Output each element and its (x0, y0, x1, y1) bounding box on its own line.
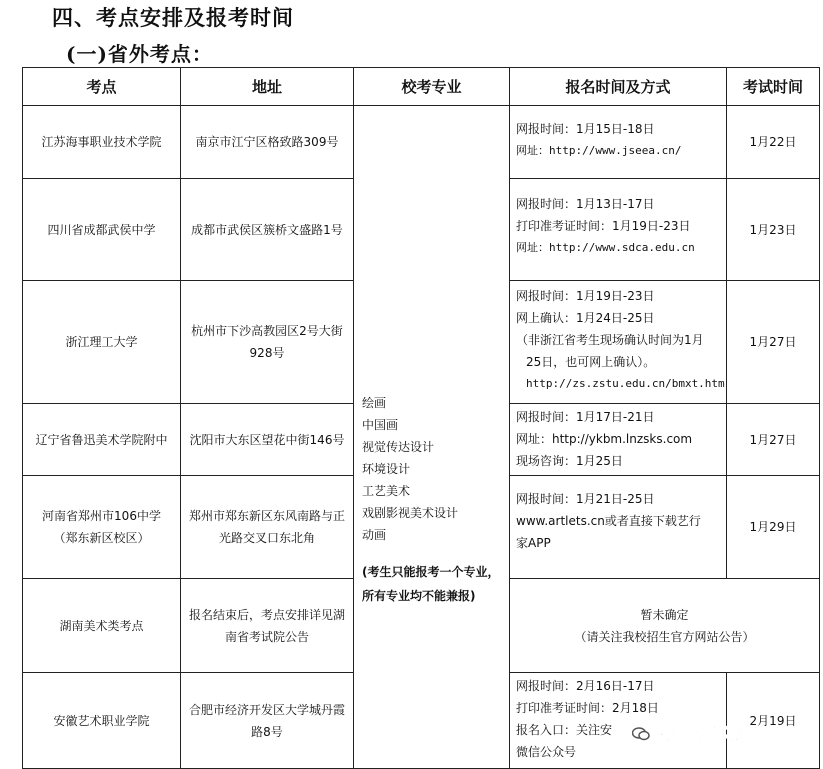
watermark (632, 721, 766, 744)
reg-url[interactable]: 网址：http://www.sdca.edu.cn (516, 241, 695, 254)
reg-line: 网报时间：1月17日-21日 (516, 410, 655, 424)
site-cell: 安徽艺术职业学院 (23, 673, 181, 769)
address-cell: 成都市武侯区簇桥文盛路1号 (181, 179, 354, 281)
site-cell: 江苏海事职业技术学院 (23, 106, 181, 179)
site-cell: 辽宁省鲁迅美术学院附中 (23, 404, 181, 476)
wechat-icon (632, 727, 650, 741)
reg-line: 家APP (516, 536, 551, 550)
header-major: 校考专业 (354, 68, 510, 106)
reg-line: 微信公众号 (516, 745, 577, 759)
reg-line: 报名入口：关注安 (516, 723, 613, 737)
site-cell (23, 476, 181, 579)
reg-line: 网上确认：1月24日-25日 (516, 311, 655, 325)
exam-time-cell: 1月23日 (727, 179, 820, 281)
header-address: 地址 (181, 68, 354, 106)
site-line: （郑东新区校区） (53, 531, 150, 545)
exam-time-cell: 1月22日 (727, 106, 820, 179)
major-item: 绘画 (362, 396, 387, 410)
address-cell: 沈阳市大东区望花中街146号 (181, 404, 354, 476)
address-cell: 报名结束后，考点安排详见湖南省考试院公告 (181, 579, 354, 673)
exam-site-table (22, 67, 820, 769)
reg-line: 网报时间：2月16日-17日 (516, 679, 655, 693)
major-item: 戏剧影视美术设计 (362, 506, 459, 520)
major-item: 工艺美术 (362, 484, 411, 498)
site-cell: 湖南美术类考点 (23, 579, 181, 673)
table-header-row (23, 68, 820, 106)
registration-cell (510, 179, 727, 281)
major-item: 中国画 (362, 418, 399, 432)
reg-line: 25日，也可网上确认）。 (526, 355, 656, 369)
reg-line: 网报时间：1月19日-23日 (516, 289, 655, 303)
tbd-cell (510, 579, 820, 673)
header-site: 考点 (23, 68, 181, 106)
reg-url[interactable]: 网址：http://ykbm.lnzsks.com (516, 432, 693, 446)
majors-note: (考生只能报考一个专业，所有专业均不能兼报) (362, 565, 500, 603)
watermark-text: 灵璞艺考交流圈 (654, 724, 767, 743)
address-cell: 合肥市经济开发区大学城丹霞路8号 (181, 673, 354, 769)
registration-cell (510, 281, 727, 404)
site-cell: 浙江理工大学 (23, 281, 181, 404)
registration-cell (510, 476, 727, 579)
major-cell (354, 106, 510, 769)
address-cell: 杭州市下沙高教园区2号大街928号 (181, 281, 354, 404)
header-registration: 报名时间及方式 (510, 68, 727, 106)
site-line: 河南省郑州市106中学 (42, 509, 161, 523)
reg-line: 现场咨询：1月25日 (516, 454, 623, 468)
exam-time-cell: 1月27日 (727, 404, 820, 476)
reg-line: 网报时间：1月15日-18日 (516, 122, 655, 136)
reg-line: （非浙江省考生现场确认时间为1月 (516, 333, 704, 347)
tbd-note: （请关注我校招生官方网站公告） (574, 629, 755, 644)
reg-line: 网报时间：1月21日-25日 (516, 492, 655, 506)
site-cell: 四川省成都武侯中学 (23, 179, 181, 281)
major-item: 动画 (362, 528, 387, 542)
subsection-title: (一)省外考点： (66, 42, 213, 66)
address-cell: 南京市江宁区格致路309号 (181, 106, 354, 179)
reg-line: 打印准考证时间：2月18日 (516, 701, 659, 715)
registration-cell (510, 106, 727, 179)
reg-url[interactable]: 网址：http://www.jseea.cn/ (516, 144, 682, 157)
major-item: 环境设计 (362, 462, 411, 476)
reg-url[interactable]: www.artlets.cn或者直接下载艺行 (516, 514, 701, 528)
registration-cell (510, 404, 727, 476)
major-item: 视觉传达设计 (362, 440, 435, 454)
table-row (23, 106, 820, 179)
reg-line: 打印准考证时间：1月19日-23日 (516, 219, 691, 233)
reg-url[interactable]: http://zs.zstu.edu.cn/bmxt.htm (526, 377, 725, 390)
exam-time-cell: 2月19日 (727, 673, 820, 769)
exam-time-cell: 1月29日 (727, 476, 820, 579)
section-title: 四、考点安排及报考时间 (52, 5, 294, 30)
exam-time-cell: 1月27日 (727, 281, 820, 404)
address-cell: 郑州市郑东新区东风南路与正光路交叉口东北角 (181, 476, 354, 579)
header-exam-time: 考试时间 (727, 68, 820, 106)
tbd-status: 暂未确定 (640, 607, 689, 622)
reg-line: 网报时间：1月13日-17日 (516, 197, 655, 211)
